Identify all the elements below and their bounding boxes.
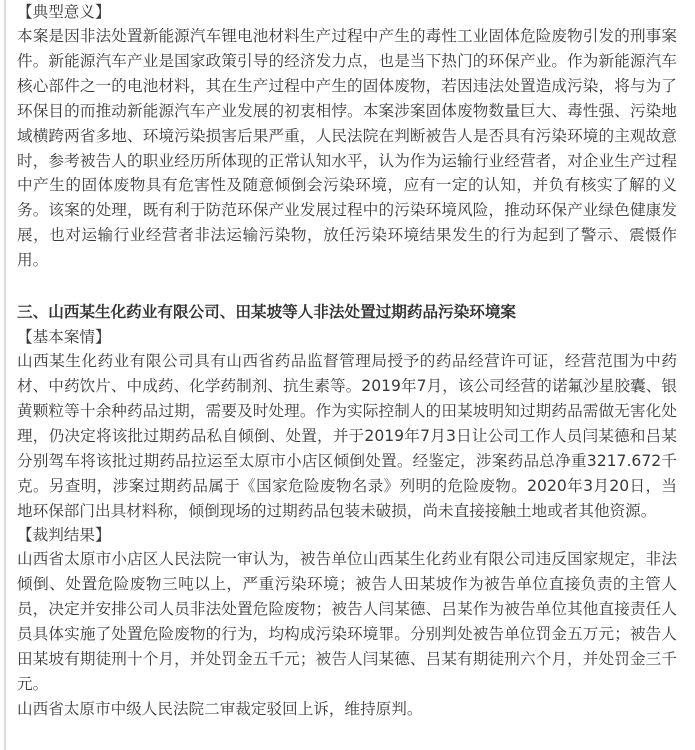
case-three-title: 三、山西某生化药业有限公司、田某坡等人非法处置过期药品污染环境案 — [17, 303, 517, 322]
section-spacer — [17, 273, 677, 299]
judgment-result-paragraph: 山西省太原市小店区人民法院一审认为，被告单位山西某生化药业有限公司违反国家规定，非法倾倒、处置危险废物三吨以上，严重污染环境；被告人田某坡作为被告单位直接负责的主管人员，决定并安排公司人员非法处置危险废物；被告人闫某德、吕某作为被告单位其他直接责任人员具体实施了处置危险废物的行为，均构成污染环境罪。分别判处被告单位罚金五万元；被告人田某坡有期徒刑十个月，并处罚金五千元；被告人闫某德、吕某有期徒刑六个月，并处罚金三千元。 — [17, 550, 677, 693]
judgment-result-heading: 【裁判结果】 — [17, 526, 111, 545]
typical-significance-heading: 【典型意义】 — [17, 3, 111, 21]
left-border-line — [4, 0, 6, 750]
typical-significance-paragraph: 本案是因非法处置新能源汽车锂电池材料生产过程中产生的毒性工业固体危险废物引发的刑事案件。新能源汽车产业是国家政策引导的经济发力点，也是当下热门的环保产业。作为新能源汽车核心部件之一的电池材料，其在生产过程中产生的固体废物，若因违法处置造成污染，将与为了环保目的而推动新能源汽车产业发展的初衷相悖。本案涉案固体废物数量巨大、毒性强、污染地域横跨两省多地、环境污染损害后果严重，人民法院在判断被告人是否具有污染环境的主观故意时，参考被告人的职业经历所体现的正常认知水平，认为作为运输行业经营者，对企业生产过程中产生的固体废物具有危害性及随意倾倒会污染环境，应有一定的认知，并负有核实了解的义务。该案的处理，既有利于防范环保产业发展过程中的污染环境风险，推动环保产业绿色健康发展，也对运输行业经营者非法运输污染物，放任污染环境结果发生的行为起到了警示、震慑作用。 — [17, 27, 677, 270]
article-content — [17, 0, 677, 722]
basic-facts-heading: 【基本案情】 — [17, 328, 111, 347]
basic-facts-paragraph: 山西某生化药业有限公司具有山西省药品监督管理局授予的药品经营许可证，经营范围为中药材、中药饮片、中成药、化学药制剂、抗生素等。2019年7月，该公司经营的诺氟沙星胶囊、银黄颗粒等十余种药品过期，需要及时处理。作为实际控制人的田某坡明知过期药品需做无害化处理，仍决定将该批过期药品私自倾倒、处置，并于2019年7月3日让公司工作人员闫某德和吕某分别驾车将该批过期药品拉运至太原市小店区倾倒处置。经鉴定，涉案药品总净重3217.672千克。另查明，涉案过期药品属于《国家危险废物名录》列明的危险废物。2020年3月20日，当地环保部门出具材料称，倾倒现场的过期药品包装未破损，尚未直接接触土地或者其他资源。 — [17, 352, 677, 520]
appeal-result-paragraph: 山西省太原市中级人民法院二审裁定驳回上诉，维持原判。 — [17, 699, 423, 718]
